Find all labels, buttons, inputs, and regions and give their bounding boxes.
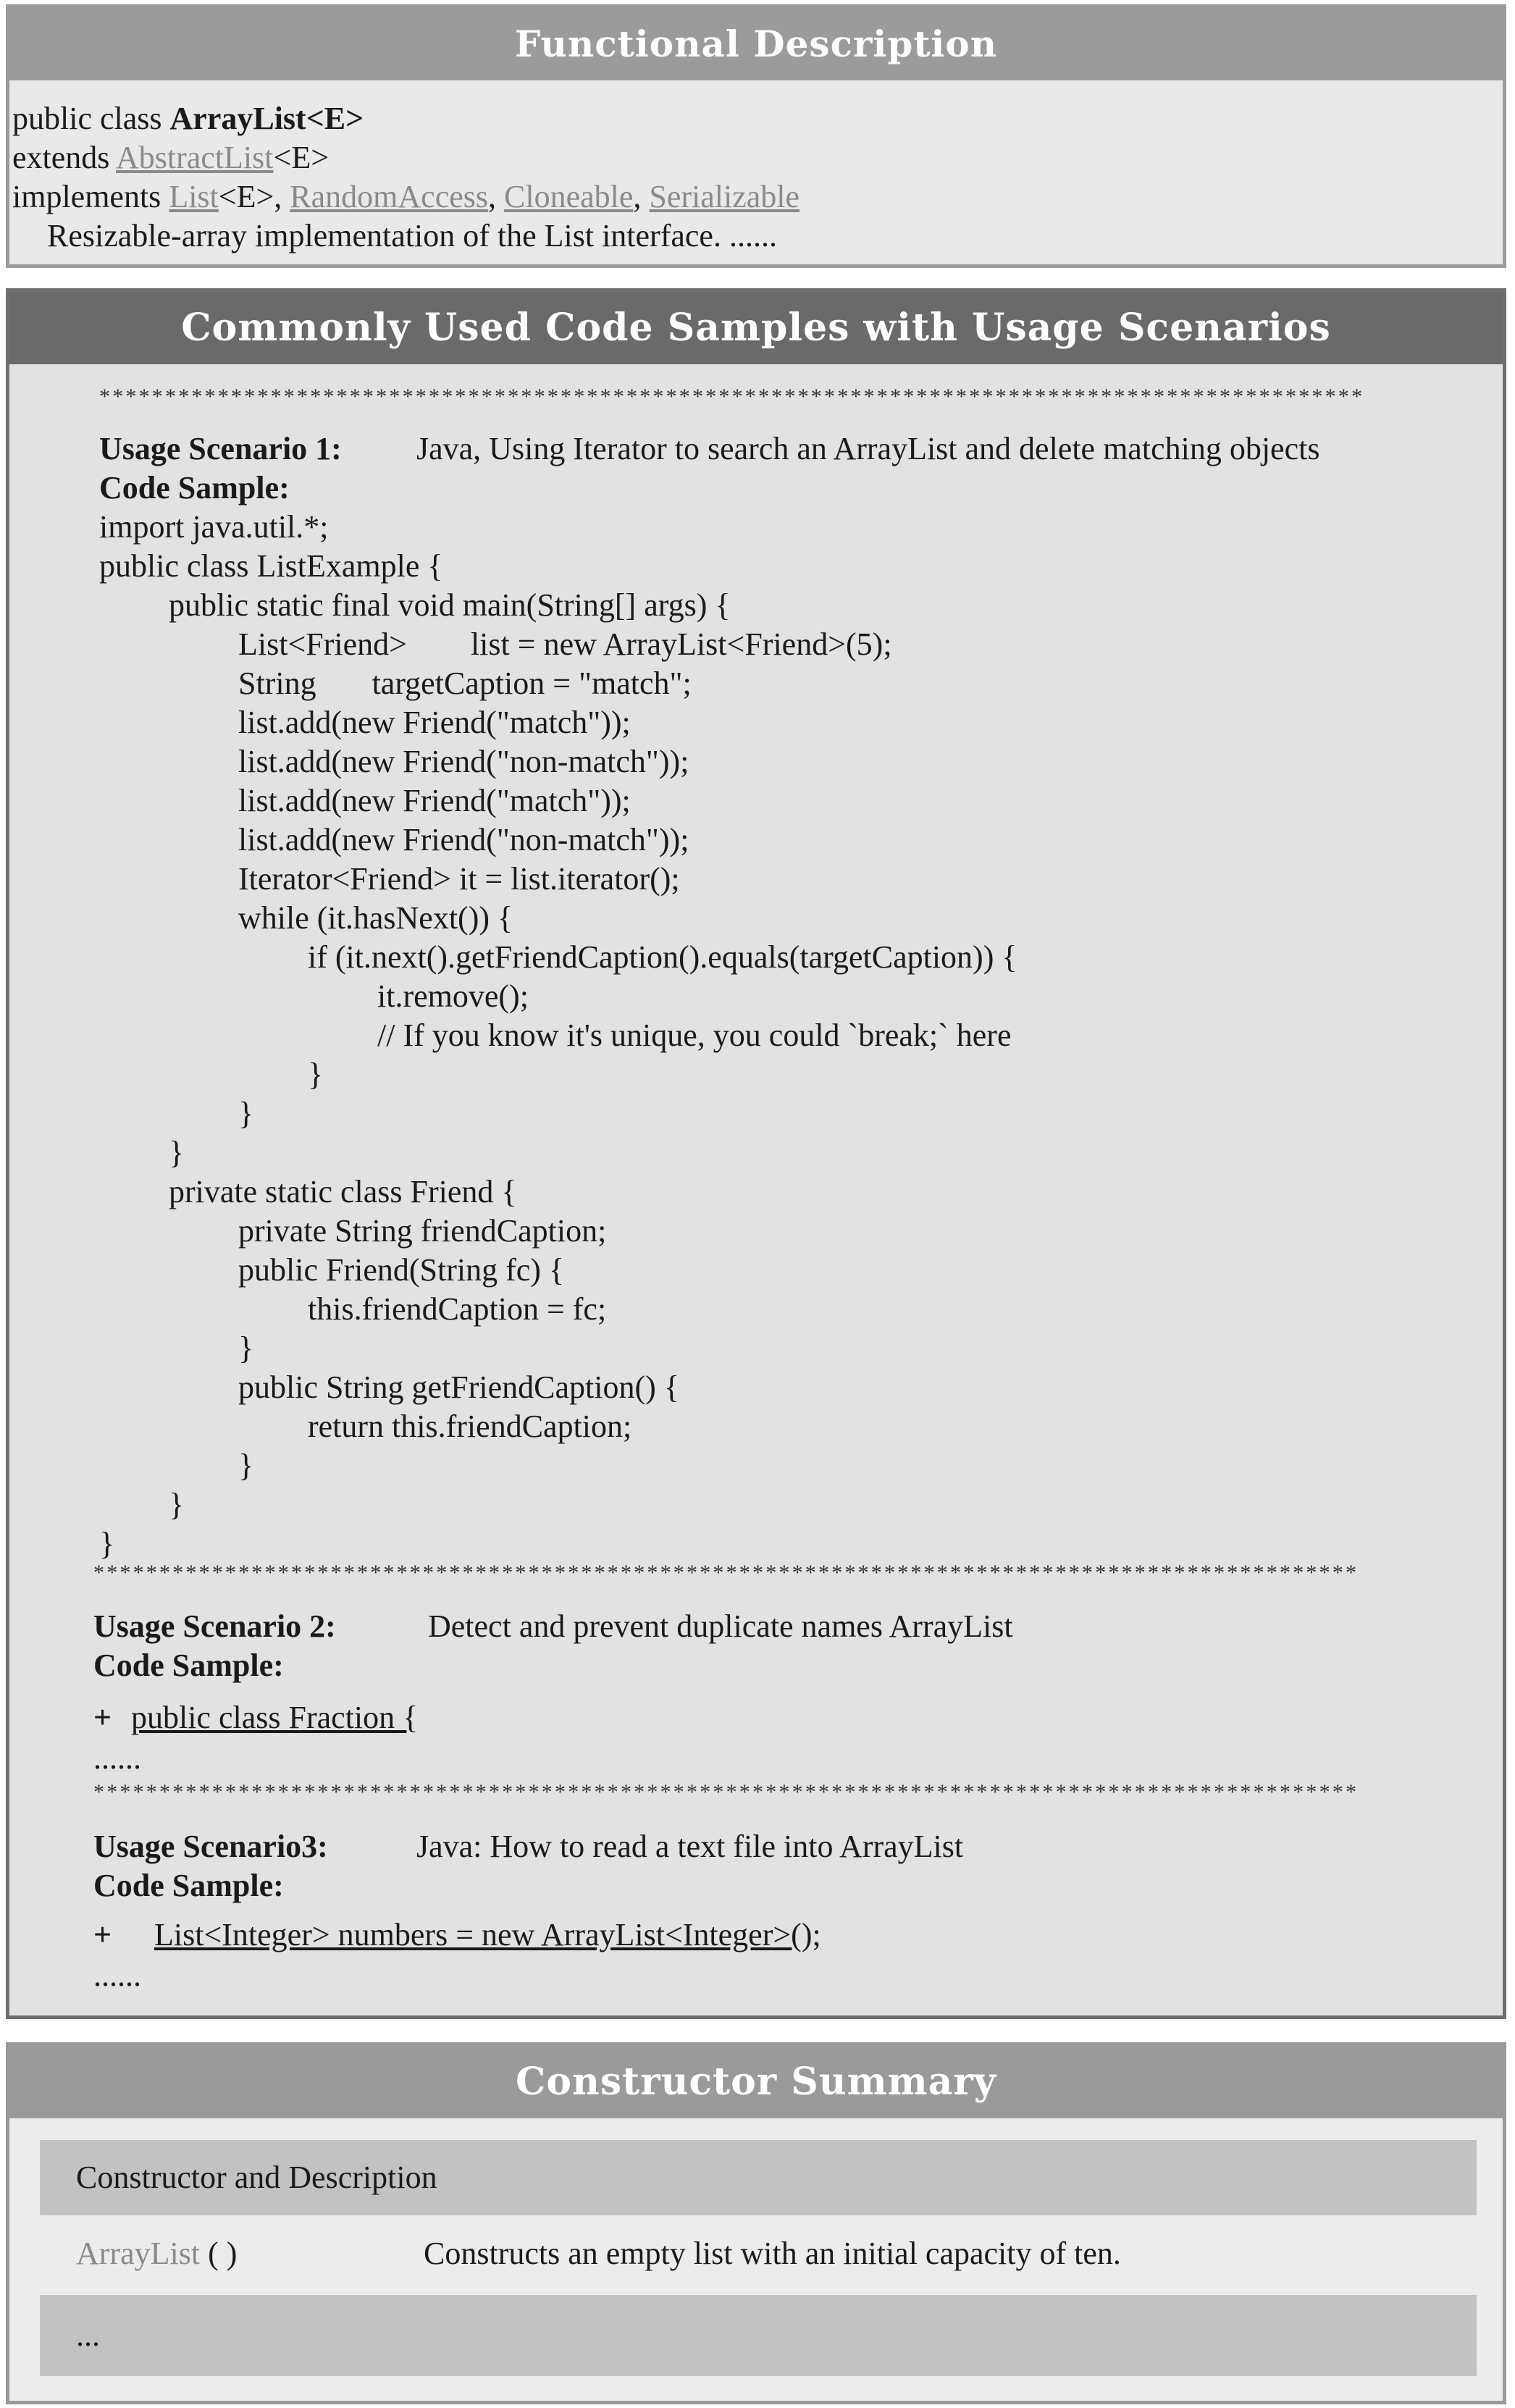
code-sample-label: Code Sample:: [93, 1868, 284, 1903]
scenario-1-text: Java, Using Iterator to search an ArrayList and delete matching objects: [416, 431, 1320, 466]
code-line: return this.friendCaption;: [308, 1409, 632, 1444]
abstractlist-link[interactable]: AbstractList: [115, 140, 274, 175]
ellipsis: ......: [93, 1740, 141, 1776]
code-line: }: [99, 1526, 115, 1561]
functional-description-panel: [6, 4, 1506, 268]
constructor-summary-panel: [6, 2042, 1506, 2404]
separator-stars: ************************************************************************************************: [93, 1561, 1359, 1585]
constructor-table-header: Constructor and Description: [40, 2140, 1477, 2215]
code-line: private String friendCaption;: [238, 1213, 607, 1249]
class-declaration: public class ArrayList<E>: [12, 101, 364, 136]
code-samples-panel: [6, 288, 1506, 2019]
code-line: public class ListExample {: [99, 548, 443, 584]
ellipsis: ......: [93, 1958, 141, 1993]
constructor-description: Constructs an empty list with an initial capacity of ten.: [424, 2236, 1121, 2271]
code-line: }: [238, 1330, 254, 1366]
code-line: String targetCaption = "match";: [238, 666, 692, 701]
code-line: it.remove();: [377, 978, 529, 1014]
scenario-3-label: Usage Scenario3:: [93, 1829, 328, 1864]
scenario-2-label: Usage Scenario 2:: [93, 1608, 336, 1644]
scenario-2-code-link[interactable]: public class Fraction {: [131, 1700, 419, 1735]
separator-stars: ************************************************************************************************: [93, 1780, 1359, 1804]
code-line: list.add(new Friend("match"));: [238, 783, 631, 818]
randomaccess-link[interactable]: RandomAccess: [290, 179, 488, 214]
expand-plus-icon[interactable]: +: [93, 1917, 112, 1952]
code-line: }: [238, 1096, 254, 1131]
code-line: list.add(new Friend("non-match"));: [238, 744, 689, 779]
constructor-summary-title: Constructor Summary: [516, 2060, 996, 2104]
code-line: public Friend(String fc) {: [238, 1252, 565, 1288]
extends-line: extends AbstractList<E>: [12, 140, 330, 175]
scenario-3-code-link[interactable]: List<Integer> numbers = new ArrayList<Integer>();: [154, 1917, 821, 1952]
code-line: Iterator<Friend> it = list.iterator();: [238, 861, 680, 897]
list-link[interactable]: List: [169, 179, 219, 214]
functional-description-body: [9, 80, 1503, 264]
class-summary: Resizable-array implementation of the List interface. ......: [47, 218, 777, 253]
functional-description-title: Functional Description: [514, 22, 998, 65]
code-samples-title: Commonly Used Code Samples with Usage Scenarios: [181, 306, 1331, 350]
constructor-row: ArrayList ( ) Constructs an empty list with an initial capacity of ten.: [40, 2215, 1477, 2292]
code-line: }: [308, 1057, 324, 1092]
constructor-link[interactable]: ArrayList: [76, 2236, 201, 2271]
code-line: list.add(new Friend("non-match"));: [238, 822, 689, 857]
code-line: List<Friend> list = new ArrayList<Friend>(5);: [238, 626, 892, 662]
scenario-1-label: Usage Scenario 1:: [99, 431, 342, 466]
code-line: }: [169, 1487, 185, 1522]
code-line: list.add(new Friend("match"));: [238, 705, 631, 740]
code-line: private static class Friend {: [169, 1174, 517, 1209]
code-line: // If you know it's unique, you could `break;` here: [377, 1018, 1012, 1053]
class-name: ArrayList<E>: [169, 101, 364, 136]
separator-stars: ************************************************************************************************: [99, 385, 1365, 408]
code-sample-label: Code Sample:: [99, 470, 290, 505]
cloneable-link[interactable]: Cloneable: [504, 179, 634, 214]
expand-plus-icon[interactable]: +: [93, 1700, 112, 1735]
scenario-3-text: Java: How to read a text file into ArrayList: [416, 1829, 964, 1864]
scenario-2-text: Detect and prevent duplicate names ArrayList: [428, 1608, 1013, 1644]
code-line: public static final void main(String[] args) {: [169, 587, 731, 623]
constructor-more-row: ...: [40, 2295, 1477, 2376]
constructor-summary-body: [9, 2118, 1503, 2401]
code-line: }: [238, 1448, 254, 1483]
code-line: if (it.next().getFriendCaption().equals(targetCaption)) {: [308, 939, 1017, 975]
implements-line: implements List<E>, RandomAccess, Cloneable, Serializable: [12, 179, 800, 214]
code-sample-label: Code Sample:: [93, 1648, 284, 1683]
code-line: public String getFriendCaption() {: [238, 1369, 679, 1405]
code-line: while (it.hasNext()) {: [238, 900, 513, 936]
code-line: this.friendCaption = fc;: [308, 1291, 607, 1327]
serializable-link[interactable]: Serializable: [649, 179, 800, 214]
code-line: import java.util.*;: [99, 509, 329, 545]
code-line: }: [169, 1135, 185, 1170]
code-samples-body: [9, 364, 1503, 2015]
